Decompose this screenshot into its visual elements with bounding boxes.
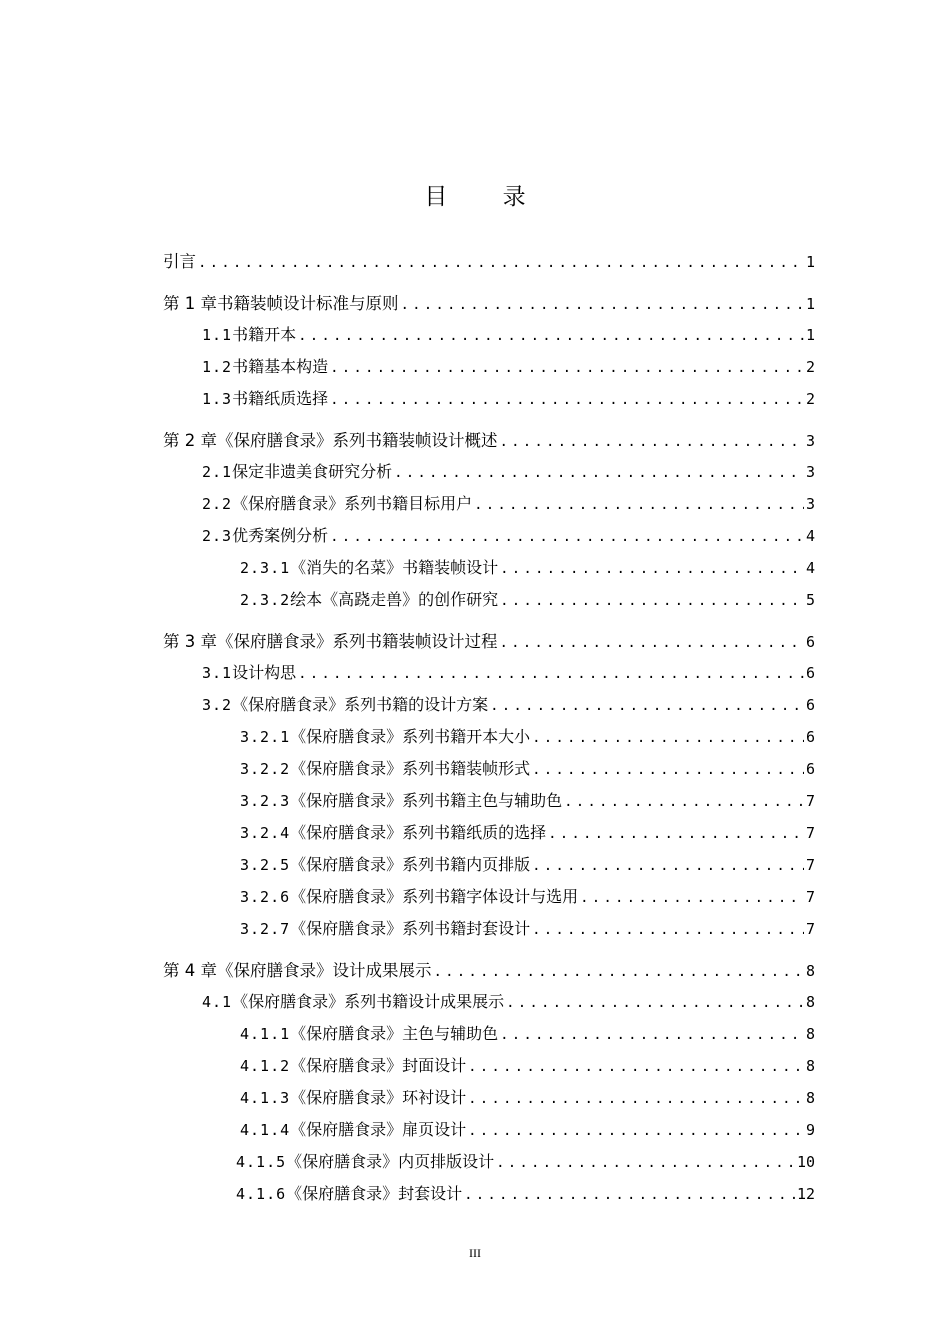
dot-leader [500, 593, 804, 609]
toc-entry-page: 2 [805, 390, 815, 408]
toc-entry-title: 《保府膳食录》设计成果展示 [217, 961, 432, 980]
toc-entry-subsection-3-2-6[interactable] [240, 884, 815, 910]
toc-entry-title: 《保府膳食录》系列书籍设计成果展示 [232, 992, 505, 1011]
toc-entry-number: 2.3 [202, 527, 233, 545]
toc-entry-number: 第 3 章 [163, 632, 217, 651]
toc-entry-page: 6 [805, 664, 815, 682]
toc-entry-section-3-2[interactable] [202, 692, 815, 718]
toc-entry-page: 7 [805, 888, 815, 906]
toc-entry-intro[interactable] [163, 248, 815, 274]
dot-leader [580, 890, 804, 906]
dot-leader [394, 465, 804, 481]
toc-entry-page: 3 [805, 495, 815, 513]
toc-entry-number: 3.1 [202, 664, 233, 682]
toc-entry-title: 书籍开本 [232, 325, 297, 344]
toc-entry-number: 3.2.4 [240, 824, 291, 842]
toc-entry-page: 3 [805, 463, 815, 481]
toc-entry-number: 3.2.6 [240, 888, 291, 906]
toc-entry-page: 1 [805, 295, 815, 313]
toc-entry-number: 4.1.1 [240, 1025, 291, 1043]
toc-entry-page: 7 [805, 856, 815, 874]
toc-entry-page: 4 [805, 559, 815, 577]
toc-entry-chapter-4[interactable] [163, 957, 815, 983]
toc-entry-page: 7 [805, 824, 815, 842]
toc-entry-subsection-3-2-1[interactable] [240, 724, 815, 750]
dot-leader [330, 392, 804, 408]
dot-leader [532, 762, 804, 778]
toc-entry-number: 1.2 [202, 358, 233, 376]
toc-entry-page: 6 [805, 728, 815, 746]
toc-entry-page: 9 [805, 1121, 815, 1139]
toc-entry-number: 3.2.3 [240, 792, 291, 810]
page-title: 目 录 [424, 184, 550, 210]
toc-entry-page: 8 [805, 1025, 815, 1043]
toc-entry-title: 《保府膳食录》封面设计 [290, 1056, 467, 1075]
toc-entry-page: 6 [805, 760, 815, 778]
dot-leader [474, 497, 804, 513]
toc-entry-number: 2.1 [202, 463, 233, 481]
toc-entry-title: 设计构思 [232, 663, 297, 682]
dot-leader [500, 1027, 804, 1043]
toc-entry-number: 第 2 章 [163, 431, 217, 450]
toc-entry-number: 3.2.5 [240, 856, 291, 874]
toc-entry-title: 引言 [163, 252, 196, 271]
toc-entry-subsection-4-1-3[interactable] [240, 1085, 815, 1111]
toc-entry-number: 1.1 [202, 326, 233, 344]
toc-entry-page: 4 [805, 527, 815, 545]
dot-leader [500, 561, 804, 577]
toc-entry-subsection-3-2-2[interactable] [240, 756, 815, 782]
toc-entry-chapter-1[interactable] [163, 290, 815, 316]
toc-entry-title: 《保府膳食录》内页排版设计 [286, 1152, 495, 1171]
toc-entry-page: 2 [805, 358, 815, 376]
toc-entry-section-2-1[interactable] [202, 459, 815, 485]
toc-entry-subsection-4-1-1[interactable] [240, 1021, 815, 1047]
toc-entry-number: 4.1.4 [240, 1121, 291, 1139]
toc-entry-title: 书籍装帧设计标准与原则 [217, 294, 399, 313]
toc-entry-chapter-3[interactable] [163, 628, 815, 654]
toc-entry-number: 4.1.3 [240, 1089, 291, 1107]
toc-entry-number: 3.2.7 [240, 920, 291, 938]
dot-leader [532, 858, 804, 874]
toc-entry-number: 2.2 [202, 495, 233, 513]
toc-entry-title: 优秀案例分析 [232, 526, 329, 545]
toc-entry-number: 3.2.1 [240, 728, 291, 746]
toc-entry-chapter-2[interactable] [163, 427, 815, 453]
dot-leader [490, 698, 804, 714]
toc-entry-title: 《保府膳食录》系列书籍的设计方案 [232, 695, 489, 714]
toc-entry-number: 3.2.2 [240, 760, 291, 778]
toc-entry-title: 《保府膳食录》系列书籍内页排版 [290, 855, 531, 874]
toc-entry-title: 《保府膳食录》系列书籍开本大小 [290, 727, 531, 746]
toc-entry-page: 1 [805, 326, 815, 344]
toc-entry-title: 《保府膳食录》系列书籍装帧形式 [290, 759, 531, 778]
toc-entry-number: 3.2 [202, 696, 233, 714]
toc-entry-page: 1 [805, 253, 815, 271]
dot-leader [401, 297, 804, 313]
toc-entry-title: 《保府膳食录》系列书籍纸质的选择 [290, 823, 547, 842]
toc-entry-page: 5 [805, 591, 815, 609]
toc-entry-subsection-3-2-4[interactable] [240, 820, 815, 846]
toc-entry-subsection-2-3-1[interactable] [240, 555, 815, 581]
toc-entry-page: 8 [805, 962, 815, 980]
dot-leader [532, 730, 804, 746]
toc-entry-number: 2.3.2 [240, 591, 291, 609]
page-number: III [469, 1246, 481, 1260]
toc-entry-section-2-3[interactable] [202, 523, 815, 549]
dot-leader [500, 434, 804, 450]
toc-entry-number: 4.1 [202, 993, 233, 1011]
dot-leader [464, 1187, 795, 1203]
toc-entry-title: 《保府膳食录》封套设计 [286, 1184, 463, 1203]
toc-entry-title: 保定非遗美食研究分析 [232, 462, 393, 481]
toc-entry-title: 《保府膳食录》系列书籍封套设计 [290, 919, 531, 938]
toc-entry-subsection-4-1-4[interactable] [240, 1117, 815, 1143]
toc-entry-page: 8 [805, 1089, 815, 1107]
toc-entry-title: 《保府膳食录》主色与辅助色 [290, 1024, 499, 1043]
toc-entry-subsection-2-3-2[interactable] [240, 587, 815, 613]
toc-entry-page: 8 [805, 993, 815, 1011]
toc-entry-title: 《保府膳食录》系列书籍装帧设计过程 [217, 632, 498, 651]
toc-entry-page: 6 [805, 696, 815, 714]
toc-entry-section-4-1[interactable] [202, 989, 815, 1015]
toc-entry-page: 12 [796, 1185, 815, 1203]
toc-entry-subsection-3-2-5[interactable] [240, 852, 815, 878]
toc-entry-title: 《保府膳食录》扉页设计 [290, 1120, 467, 1139]
toc-entry-section-1-2[interactable] [202, 354, 815, 380]
toc-entry-number: 4.1.2 [240, 1057, 291, 1075]
toc-entry-section-2-2[interactable] [202, 491, 815, 517]
toc-entry-title: 书籍纸质选择 [232, 389, 329, 408]
toc-entry-subsection-3-2-7[interactable] [240, 916, 815, 942]
toc-entry-title: 《保府膳食录》系列书籍目标用户 [232, 494, 473, 513]
dot-leader [198, 255, 804, 271]
toc-entry-title: 《保府膳食录》系列书籍主色与辅助色 [290, 791, 563, 810]
dot-leader [298, 328, 804, 344]
toc-entry-title: 《保府膳食录》环衬设计 [290, 1088, 467, 1107]
dot-leader [496, 1155, 795, 1171]
dot-leader [532, 922, 804, 938]
toc-entry-number: 4.1.6 [236, 1185, 287, 1203]
dot-leader [298, 666, 804, 682]
dot-leader [468, 1123, 804, 1139]
toc-entry-number: 4.1.5 [236, 1153, 287, 1171]
toc-entry-page: 7 [805, 792, 815, 810]
dot-leader [548, 826, 804, 842]
toc-entry-section-3-1[interactable] [202, 660, 815, 686]
toc-entry-number: 2.3.1 [240, 559, 291, 577]
toc-entry-page: 3 [805, 432, 815, 450]
toc-entry-title: 《保府膳食录》系列书籍字体设计与选用 [290, 887, 579, 906]
dot-leader [434, 964, 804, 980]
toc-entry-page: 7 [805, 920, 815, 938]
dot-leader [564, 794, 804, 810]
toc-entry-title: 《保府膳食录》系列书籍装帧设计概述 [217, 431, 498, 450]
toc-entry-title: 书籍基本构造 [232, 357, 329, 376]
dot-leader [468, 1091, 804, 1107]
toc-entry-subsection-4-1-5[interactable] [236, 1149, 815, 1175]
toc-entry-page: 10 [796, 1153, 815, 1171]
toc-entry-section-1-3[interactable] [202, 386, 815, 412]
toc-entry-subsection-4-1-6[interactable] [236, 1181, 815, 1207]
dot-leader [500, 635, 804, 651]
toc-entry-section-1-1[interactable] [202, 322, 815, 348]
toc-entry-title: 绘本《高跷走兽》的创作研究 [290, 590, 499, 609]
dot-leader [330, 360, 804, 376]
dot-leader [468, 1059, 804, 1075]
toc-entry-subsection-4-1-2[interactable] [240, 1053, 815, 1079]
toc-entry-page: 8 [805, 1057, 815, 1075]
toc-entry-page: 6 [805, 633, 815, 651]
dot-leader [506, 995, 804, 1011]
toc-entry-number: 第 1 章 [163, 294, 217, 313]
toc-entry-title: 《消失的名菜》书籍装帧设计 [290, 558, 499, 577]
dot-leader [330, 529, 804, 545]
toc-entry-subsection-3-2-3[interactable] [240, 788, 815, 814]
toc-entry-number: 第 4 章 [163, 961, 217, 980]
toc-entry-number: 1.3 [202, 390, 233, 408]
